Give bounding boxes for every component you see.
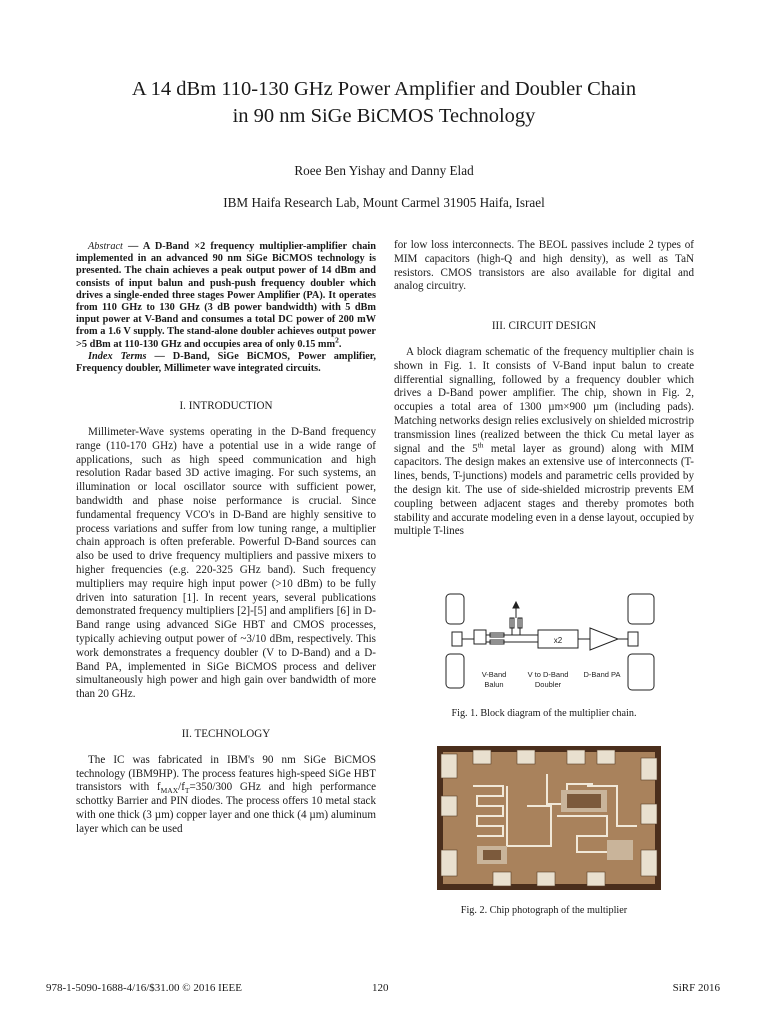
abstract-sup: 2 [335, 335, 339, 345]
label-pa: D-Band PA [583, 670, 621, 679]
introduction-paragraph: Millimeter-Wave systems operating in the D-Band frequency range (110-170 GHz) have a potential use in a wide range of applications, such as high speed communication and high resolution Radar based 3D active imaging. For such systems, an illumination or local oscillator source with sufficient power, bandwidth and phase noise performance is crucial. Since fundamental frequency VCO's in D-Band are highly sensitive to process variations and suffer from low tuning range, a multiplier chain approach is often preferable. Powerful D-Band sources can also be used to drive frequency multipliers and passive mixers to higher frequencies (e.g. 220-325 GHz band). Such frequency multipliers may require high input power (>10 dBm) to be fully driven into saturation [1]. In recent years, several publications demonstrated frequency multipliers [2]-[5] and amplifiers [6] in D-Band range using advanced SiGe HBT and CMOS processes, typically achieving output power of ~3/10 dBm, respectively. This work demonstrates a frequency doubler (V to D-Band) and a D-Band PA, implemented in SiGe BiCMOS process and deliver simultaneously high power and high gain over bandwidth of more than 20 GHz. [76, 426, 376, 701]
label-doubler-line1: V to D-Band [527, 670, 569, 679]
figure-2-caption: Fig. 2. Chip photograph of the multiplier [460, 905, 628, 916]
chip-photograph [437, 746, 661, 890]
authors: Roee Ben Yishay and Danny Elad [294, 163, 474, 178]
pad-top-right [628, 594, 654, 624]
technology-paragraph: The IC was fabricated in IBM's 90 nm SiGe BiCMOS technology (IBM9HP). The process features high-speed SiGe HBT transistors with $f_{MAX}/f_T=350/300$ GHz and high performance schottky Barrier and PIN diodes. The process offers 10 metal stack with one thick (3 µm) copper layer and one thick (4 µm) aluminum layer which can be used [76, 753, 377, 835]
circuit-design-paragraph: A block diagram schematic of the frequency multiplier chain is shown in Fig. 1. It consists of V-Band input balun to create differential signalling, followed by a frequency doubler which drives a D-Band power amplifier. The chip, shown in Fig. 2, occupies a total area of 1300 µm×900 µm (including pads). Matching networks design relies exclusively on shielded microstrip transmission lines (realized between the thick Cu metal layer as signal and the 5th metal layer as ground) along with MIM capacitors. The design makes an extensive use of interconnects (T-lines, bends, T-junctions) models and parametric cells provided by the design kit. The use of side-shielded microstrip prevents EM coupling between adjacent stages and thereby promotes both stability and accurate modeling even in a dense layout, occupied by multiple T-lines [394, 345, 694, 538]
page-number: 120 [372, 982, 389, 994]
title-line-2: in 90 nm SiGe BiCMOS Technology [232, 105, 536, 127]
section-heading-circuit-design: III. CIRCUIT DESIGN [491, 320, 597, 333]
left-column [76, 241, 376, 837]
footer-copyright: 978-1-5090-1688-4/16/$31.00 © 2016 IEEE [46, 982, 242, 994]
technology-paragraph-continued: for low loss interconnects. The BEOL passives include 2 types of MIM capacitors (high-Q and high density), as well as TaN resistors. CMOS transistors are also available for digital and analog circuitry. [394, 239, 694, 293]
pad-top-left [446, 594, 464, 624]
abstract-label: Abstract [88, 241, 123, 252]
doubler-block-label: x2 [553, 636, 563, 645]
section-heading-technology: II. TECHNOLOGY [181, 727, 271, 740]
abstract [76, 241, 376, 351]
index-terms-label: Index Terms [88, 350, 147, 362]
affiliation: IBM Haifa Research Lab, Mount Carmel 31905 Haifa, Israel [223, 195, 545, 210]
pa-triangle [590, 628, 618, 650]
pad-bottom-right [628, 654, 654, 690]
label-doubler-line2: Doubler [534, 680, 562, 689]
input-pad [452, 632, 462, 646]
label-balun-line2: Balun [484, 680, 504, 689]
abstract-end: . [338, 338, 342, 350]
paper-title [60, 76, 708, 130]
title-line-1: A 14 dBm 110-130 GHz Power Amplifier and Doubler Chain [131, 78, 637, 100]
balun-block [474, 630, 486, 644]
label-balun-line1: V-Band [481, 670, 507, 679]
index-terms [76, 351, 376, 375]
right-column [394, 239, 694, 539]
footer-conference: SiRF 2016 [672, 982, 720, 994]
block-diagram-figure [442, 588, 658, 694]
figure-1-caption: Fig. 1. Block diagram of the multiplier chain. [451, 708, 637, 719]
index-terms-text: — D-Band, SiGe BiCMOS, Power amplifier, Frequency doubler, Millimeter wave integrated circuits. [76, 350, 376, 375]
section-heading-introduction: I. INTRODUCTION [179, 400, 273, 413]
abstract-text: — A D-Band ×2 frequency multiplier-amplifier chain implemented in an advanced 90 nm SiGe BiCMOS technology is presented. The chain achieves a peak output power of 14 dBm and consists of input balun and push-push frequency doubler which drives a single-ended three stages Power Amplifier (PA). It operates from 110 GHz to 130 GHz (3 dB power bandwidth) with 5 dBm input power at V-Band and consumes a total DC power of 200 mW from a 1.6 V supply. The stand-alone doubler achieves output power >5 dBm at 110-130 GHz and occupies area of only 0.15 mm [76, 241, 376, 350]
pad-bottom-left [446, 654, 464, 688]
